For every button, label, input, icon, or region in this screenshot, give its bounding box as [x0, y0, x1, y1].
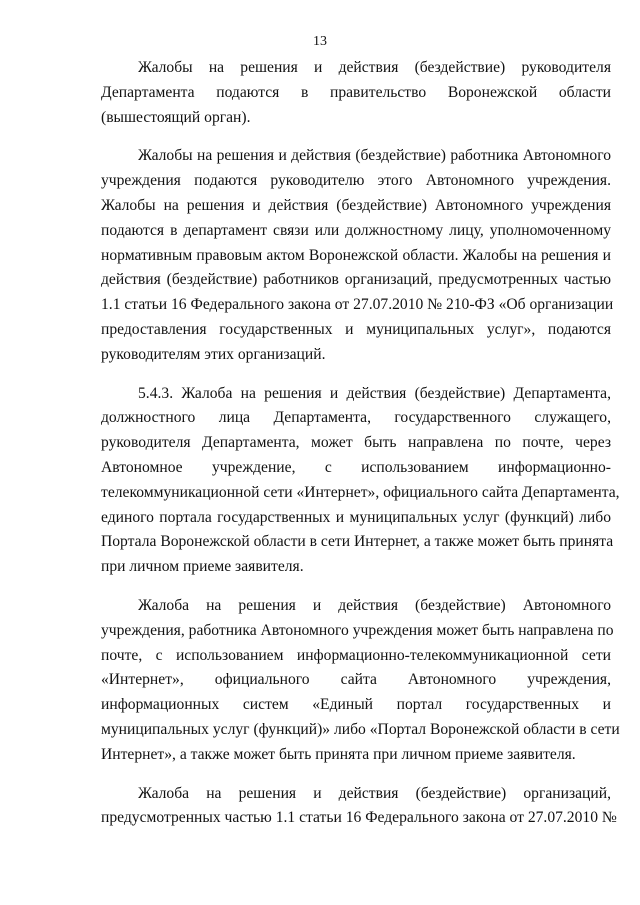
text-line: предусмотренных частью 1.1 статьи 16 Федерального закона от 27.07.2010 № — [101, 809, 617, 827]
text-line: 1.1 статьи 16 Федерального закона от 27.07.2010 № 210-ФЗ «Об организации — [101, 296, 614, 314]
text-line: Департамента подаются в правительство Воронежской области — [101, 83, 611, 101]
text-line: (вышестоящий орган). — [101, 108, 251, 126]
text-line: действия (бездействие) работников организаций, предусмотренных частью — [101, 271, 611, 289]
text-line: руководителям этих организаций. — [101, 345, 326, 363]
text-line: Жалобы на решения и действия (бездействие) Автономного учреждения — [101, 196, 611, 214]
paragraph — [101, 594, 620, 768]
text-line: Автономное учреждение, с использованием информационно- — [101, 458, 611, 476]
text-line: Портала Воронежской области в сети Интернет, а также может быть принята — [101, 533, 614, 551]
text-line: «Интернет», официального сайта Автономного учреждения, — [101, 671, 611, 689]
text-line: почте, с использованием информационно-телекоммуникационной сети — [101, 646, 611, 664]
text-line: подаются в департамент связи или должностному лицу, уполномоченному — [101, 221, 611, 239]
text-line: Жалоба на решения и действия (бездействие) Автономного — [138, 596, 611, 614]
paragraph — [101, 782, 617, 832]
paragraph — [101, 56, 611, 130]
text-line: муниципальных услуг (функций)» либо «Портал Воронежской области в сети — [101, 720, 620, 738]
text-line: Жалобы на решения и действия (бездействие) работника Автономного — [138, 147, 611, 165]
paragraph — [101, 382, 620, 580]
text-line: предоставления государственных и муниципальных услуг», подаются — [101, 320, 611, 338]
text-line: телекоммуникационной сети «Интернет», официального сайта Департамента, — [101, 483, 620, 501]
text-line: должностного лица Департамента, государственного служащего, — [101, 409, 611, 427]
text-line: информационных систем «Единый портал государственных и — [101, 696, 611, 714]
document-body — [101, 56, 620, 831]
text-line: нормативным правовым актом Воронежской области. Жалобы на решения и — [101, 246, 611, 264]
text-line: Жалоба на решения и действия (бездействие) организаций, — [138, 784, 611, 802]
text-line: руководителя Департамента, может быть направлена по почте, через — [101, 434, 611, 452]
paragraph — [101, 144, 614, 367]
text-line: учреждения подаются руководителю этого Автономного учреждения. — [101, 172, 611, 190]
text-line: Жалобы на решения и действия (бездействие) руководителя — [138, 59, 611, 76]
text-line: единого портала государственных и муниципальных услуг (функций) либо — [101, 508, 611, 526]
text-line: учреждения, работника Автономного учреждения может быть направлена по — [101, 621, 614, 639]
text-line: 5.4.3. Жалоба на решения и действия (бездействие) Департамента, — [138, 384, 611, 402]
text-line: Интернет», а также может быть принята при личном приеме заявителя. — [101, 745, 576, 763]
text-line: при личном приеме заявителя. — [101, 558, 304, 576]
page-number: 13 — [313, 34, 327, 49]
